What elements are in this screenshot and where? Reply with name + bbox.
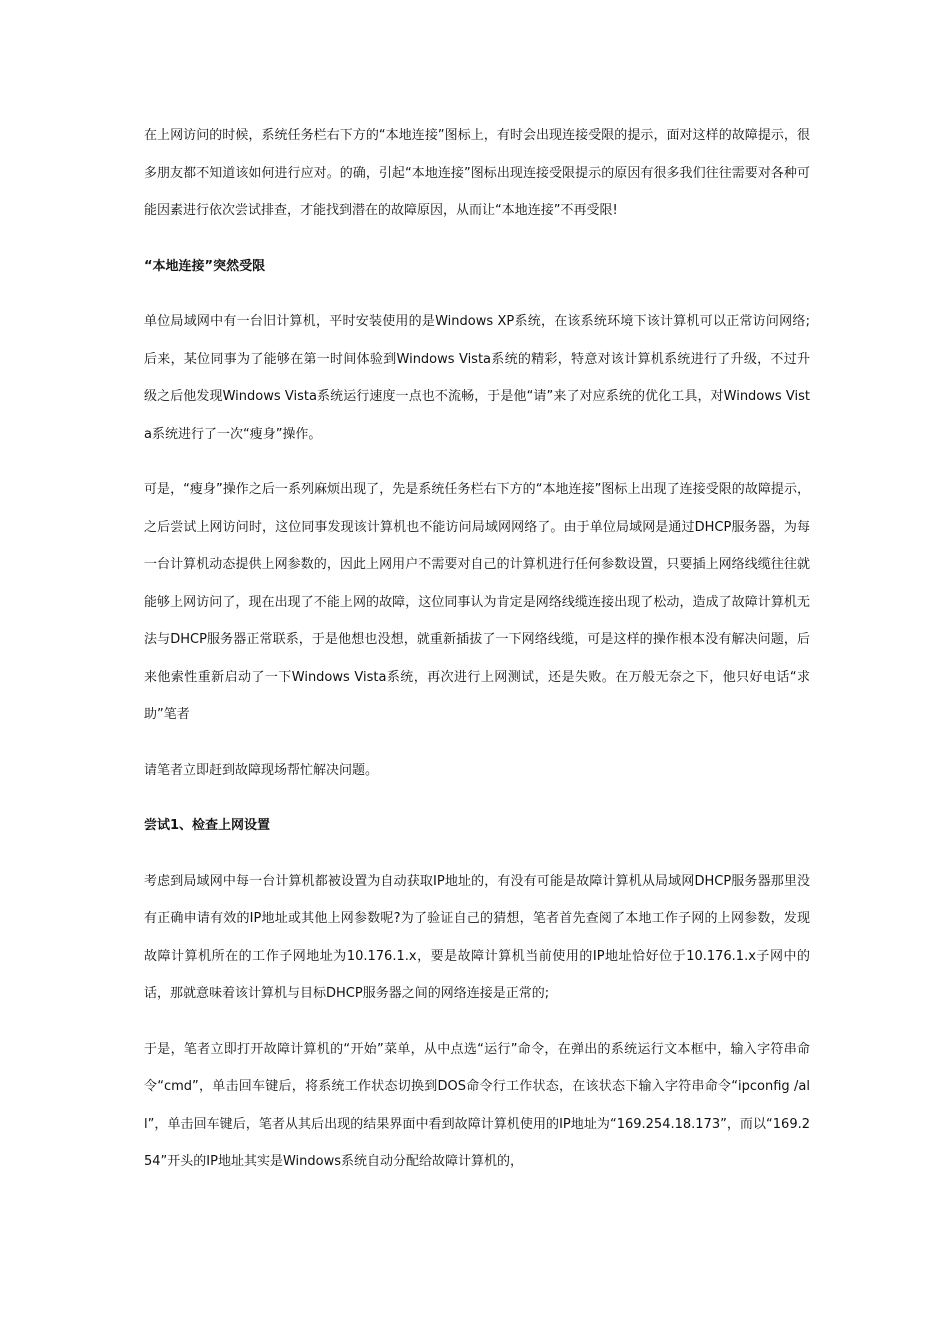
- background-paragraph: 单位局域网中有一台旧计算机，平时安装使用的是Windows XP系统，在该系统环境下该计算机可以正常访问网络;后来，某位同事为了能够在第一时间体验到Windows Vista系统的精彩，特意对该计算机系统进行了升级，不过升级之后他发现Windows Vista系统运行速度一点也不流畅，于是他“请”来了对应系统的优化工具，对Windows Vista系统进行了一次“瘦身”操作。: [144, 314, 810, 442]
- problem-paragraph: 可是，“瘦身”操作之后一系列麻烦出现了，先是系统任务栏右下方的“本地连接”图标上出现了连接受限的故障提示，之后尝试上网访问时，这位同事发现该计算机也不能访问局域网网络了。由于单位局域网是通过DHCP服务器，为每一台计算机动态提供上网参数的，因此上网用户不需要对自己的计算机进行任何参数设置，只要插上网络线缆往往就能够上网访问了，现在出现了不能上网的故障，这位同事认为肯定是网络线缆连接出现了松动，造成了故障计算机无法与DHCP服务器正常联系，于是他想也没想，就重新插拔了一下网络线缆，可是这样的操作根本没有解决问题，后来他索性重新启动了一下Windows Vista系统，再次进行上网测试，还是失败。在万般无奈之下，他只好电话“求助”笔者: [144, 482, 810, 722]
- document-body: [144, 117, 810, 1199]
- intro-paragraph: 在上网访问的时候，系统任务栏右下方的“本地连接”图标上，有时会出现连接受限的提示，面对这样的故障提示，很多朋友都不知道该如何进行应对。的确，引起“本地连接”图标出现连接受限提示的原因有很多我们往往需要对各种可能因素进行依次尝试排查，才能找到潜在的故障原因，从而让“本地连接”不再受限!: [144, 128, 810, 218]
- request-paragraph: 请笔者立即赶到故障现场帮忙解决问题。: [144, 762, 379, 778]
- check-settings-paragraph: 考虑到局域网中每一台计算机都被设置为自动获取IP地址的，有没有可能是故障计算机从局域网DHCP服务器那里没有正确申请有效的IP地址或其他上网参数呢?为了验证自己的猜想，笔者首先查阅了本地工作子网的上网参数，发现故障计算机所在的工作子网地址为10.176.1.x，要是故障计算机当前使用的IP地址恰好位于10.176.1.x子网中的话，那就意味着该计算机与目标DHCP服务器之间的网络连接是正常的;: [144, 873, 810, 1001]
- section-heading-limited: “本地连接”突然受限: [144, 258, 266, 274]
- ipconfig-paragraph: 于是，笔者立即打开故障计算机的“开始”菜单，从中点选“运行”命令，在弹出的系统运行文本框中，输入字符串命令“cmd”，单击回车键后，将系统工作状态切换到DOS命令行工作状态，在该状态下输入字符串命令“ipconfig /all”，单击回车键后，笔者从其后出现的结果界面中看到故障计算机使用的IP地址为“169.254.18.173”，而以“169.254”开头的IP地址其实是Windows系统自动分配给故障计算机的，: [144, 1041, 810, 1169]
- section-heading-attempt-1: 尝试1、检查上网设置: [144, 818, 271, 833]
